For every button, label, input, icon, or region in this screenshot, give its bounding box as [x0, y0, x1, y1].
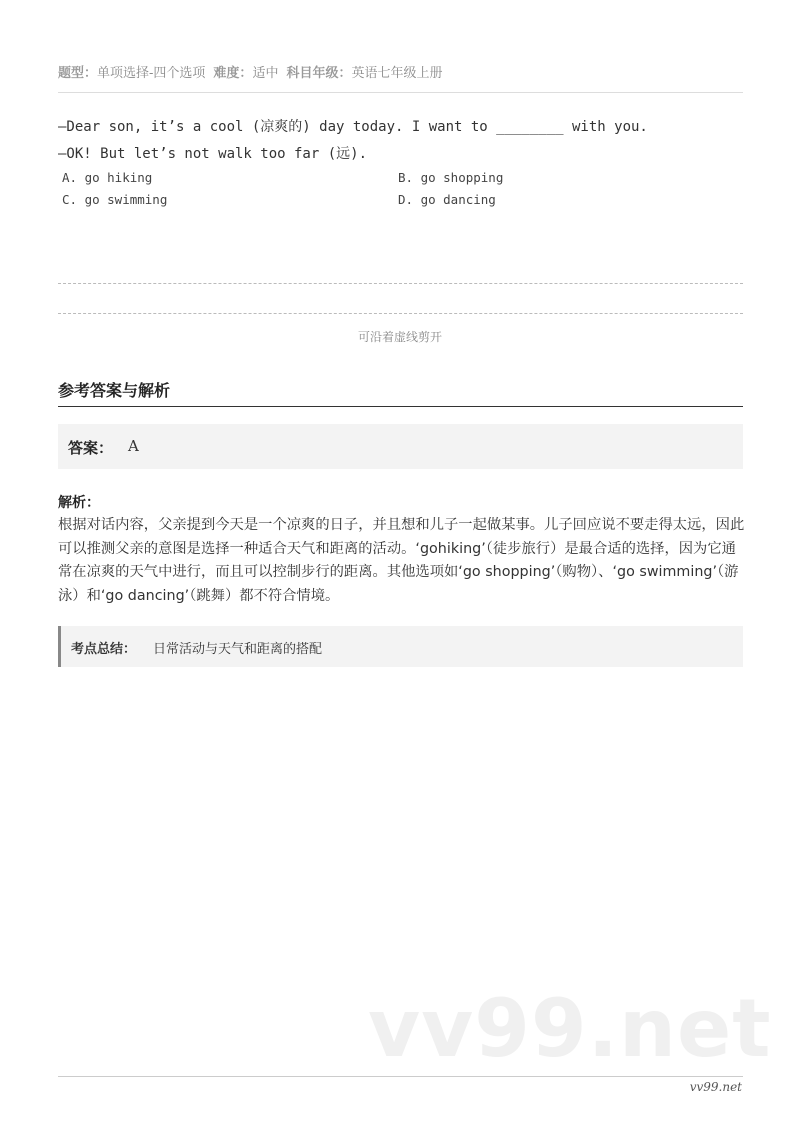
subject-value: 英语七年级上册 [351, 66, 443, 81]
option-a: A. go hiking [62, 170, 153, 185]
cut-hint: 可沿着虚线剪开 [357, 330, 442, 344]
footer-divider [58, 1076, 743, 1077]
dashed-cut-line [58, 313, 743, 314]
subject-label: 科目年级： [286, 66, 352, 81]
answer-label: 答案： [68, 439, 114, 457]
footer-site: vv99.net [689, 1080, 742, 1094]
difficulty-value: 适中 [252, 66, 279, 81]
explanation-text: 根据对话内容，父亲提到今天是一个凉爽的日子，并且想和儿子一起做某事。儿子回应说不要走得太远，因此可以推测父亲的意图是选择一种适合天气和距离的活动。‘gohiking’（徒步旅行）是最合适的选择，因为它通常在凉爽的天气中进行，而且可以控制步行的距离。其他选项如‘go shopping’（购物）、‘go swimming’（游泳）和‘go dancing’（跳舞）都不符合情境。 [58, 517, 745, 604]
answer-value: A [128, 437, 139, 455]
summary-value: 日常活动与天气和距离的搭配 [153, 642, 323, 657]
watermark: vv99.net [368, 982, 772, 1075]
top-divider [58, 92, 743, 93]
question-line-2: —OK! But let’s not walk too far (远). [58, 146, 368, 162]
option-b: B. go shopping [398, 170, 504, 185]
option-d: D. go dancing [398, 192, 496, 207]
question-line-1: —Dear son, it’s a cool (凉爽的) day today. I want to ________ with you. [58, 119, 648, 135]
dashed-line-upper [58, 283, 743, 284]
type-label: 题型： [58, 66, 98, 81]
explanation-label: 解析： [58, 495, 100, 511]
type-value: 单项选择-四个选项 [97, 66, 206, 81]
option-c: C. go swimming [62, 192, 168, 207]
question-meta [58, 62, 743, 81]
section-title: 参考答案与解析 [58, 381, 171, 400]
difficulty-label: 难度： [213, 66, 253, 81]
summary-label: 考点总结： [71, 642, 137, 657]
summary-box [58, 626, 743, 667]
answer-box [58, 424, 743, 469]
section-divider [58, 406, 743, 407]
